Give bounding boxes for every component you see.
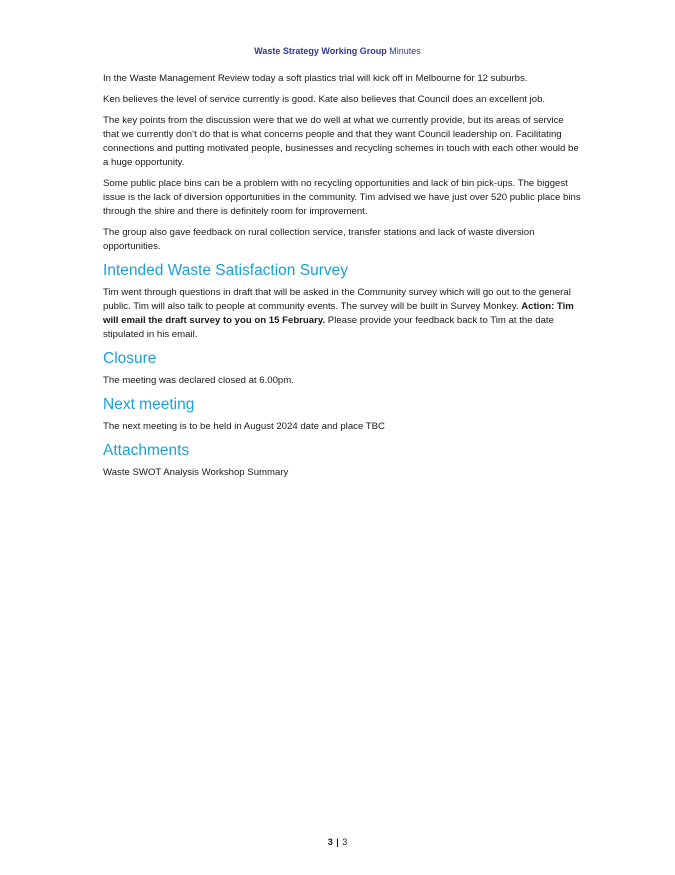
paragraph-key-points: The key points from the discussion were that we do well at what we currently provide, but its areas of service that we currently don’t do that is what concerns people and that they want Council leadership on. Facilitating connections and putting motivated people, businesses and recycling schemes in touch with each other would be a huge opportunity.	[103, 115, 579, 168]
paragraph-public-bins: Some public place bins can be a problem with no recycling opportunities and lack of bin pick-ups. The biggest issue is the lack of diversion opportunities in the community. Tim advised we have just over 520 public place bins through the shire and there is definitely room for improvement.	[103, 178, 581, 217]
survey-text-after: Please provide your feedback back to Tim at the date stipulated in his email.	[103, 315, 554, 340]
survey-text-before: Tim went through questions in draft that will be asked in the Community survey which will go out to the general public. Tim will also talk to people at community events. The survey will be built in Survey Monkey.	[103, 287, 571, 312]
paragraph-soft-plastics: In the Waste Management Review today a soft plastics trial will kick off in Melbourne for 12 suburbs.	[103, 73, 528, 84]
paragraph-survey	[103, 286, 581, 342]
page-number-current: 3	[327, 837, 333, 847]
page-number-separator: |	[336, 837, 339, 847]
survey-action-item: Action: Tim will email the draft survey to you on 15 February.	[103, 301, 574, 326]
paragraph-rural-feedback: The group also gave feedback on rural collection service, transfer stations and lack of waste diversion opportunities.	[103, 227, 535, 252]
header-title: Waste Strategy Working Group	[254, 46, 387, 56]
page-number-total: 3	[342, 837, 348, 847]
heading-next-meeting: Next meeting	[103, 396, 195, 413]
heading-closure: Closure	[103, 350, 157, 367]
document-body	[103, 72, 581, 487]
paragraph-closure: The meeting was declared closed at 6.00pm.	[103, 375, 294, 386]
paragraph-next-meeting: The next meeting is to be held in August 2024 date and place TBC	[103, 421, 385, 432]
header-subtitle: Minutes	[389, 46, 421, 56]
paragraph-attachments: Waste SWOT Analysis Workshop Summary	[103, 467, 289, 478]
paragraph-service-level: Ken believes the level of service currently is good. Kate also believes that Council does an excellent job.	[103, 94, 546, 105]
page-footer	[0, 836, 675, 848]
heading-attachments: Attachments	[103, 442, 190, 459]
page-header	[0, 45, 675, 57]
heading-survey: Intended Waste Satisfaction Survey	[103, 262, 348, 279]
